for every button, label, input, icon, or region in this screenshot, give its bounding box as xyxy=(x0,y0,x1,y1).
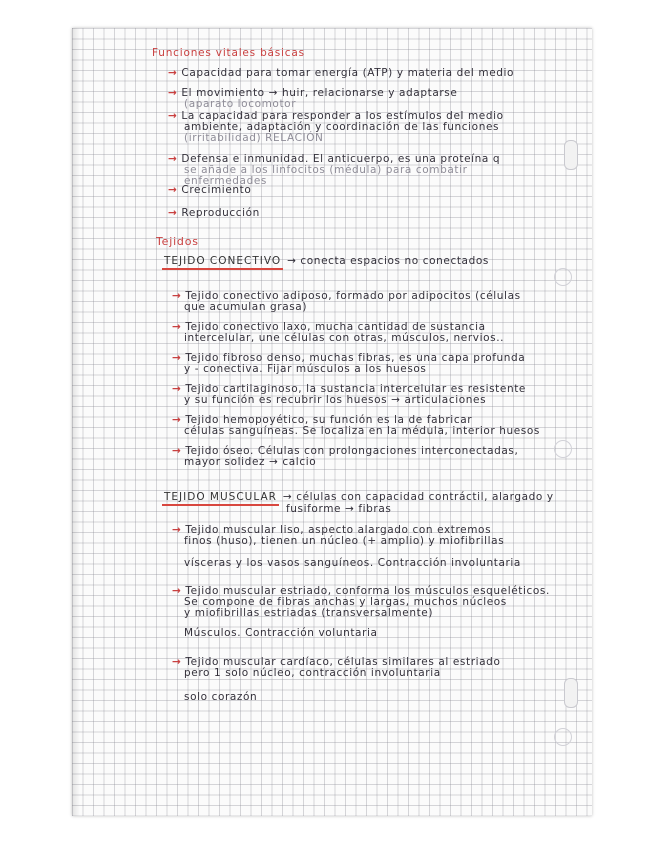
list-item-note: (aparato locomotor xyxy=(184,98,297,110)
list-item: → Reproducción xyxy=(168,207,260,219)
list-item: → Tejido conectivo laxo, mucha cantidad de sustancia xyxy=(172,321,486,333)
page-edge-shadow xyxy=(72,28,80,816)
binder-ring xyxy=(554,268,572,286)
section-label: TEJIDO MUSCULAR xyxy=(162,491,279,506)
notebook-page xyxy=(72,28,592,816)
subsection-row xyxy=(162,256,489,268)
list-item: → Crecimiento xyxy=(168,184,252,196)
page-title: Funciones vitales básicas xyxy=(152,47,305,59)
section-description-continuation: fusiforme → fibras xyxy=(286,503,392,515)
list-item: → Capacidad para tomar energía (ATP) y materia del medio xyxy=(168,67,515,79)
list-item-continuation: Se compone de fibras anchas y largas, muchos núcleos xyxy=(184,596,507,608)
list-item-continuation: solo corazón xyxy=(184,691,258,703)
list-item-continuation: y su función es recubrir los huesos → articulaciones xyxy=(184,394,487,406)
subsection-row xyxy=(162,492,554,504)
list-item-note: enfermedades xyxy=(184,175,267,187)
list-item: → Tejido conectivo adiposo, formado por adipocitos (células xyxy=(172,290,521,302)
list-item: → Tejido fibroso denso, muchas fibras, es una capa profunda xyxy=(172,352,526,364)
list-item-continuation: que acumulan grasa) xyxy=(184,301,308,313)
list-item-continuation: ambiente, adaptación y coordinación de las funciones xyxy=(184,121,500,133)
binder-ring xyxy=(554,440,572,458)
list-item-continuation: vísceras y los vasos sanguíneos. Contracción involuntaria xyxy=(184,557,521,569)
list-item: → Tejido óseo. Células con prolongaciones interconectadas, xyxy=(172,445,519,457)
list-item-note: (irritabilidad) RELACIÓN xyxy=(184,132,324,144)
list-item: → Tejido hemopoyético, su función es la de fabricar xyxy=(172,414,473,426)
section-heading: Tejidos xyxy=(156,235,199,248)
section-label: TEJIDO CONECTIVO xyxy=(162,255,283,270)
list-item-continuation: y - conectiva. Fijar músculos a los huesos xyxy=(184,363,427,375)
list-item-continuation: células sanguíneas. Se localiza en la médula, interior huesos xyxy=(184,425,540,437)
list-item-continuation: mayor solidez → calcio xyxy=(184,456,317,468)
list-item: → Tejido muscular cardíaco, células similares al estriado xyxy=(172,656,501,668)
section-description: → células con capacidad contráctil, alargado y xyxy=(282,491,554,503)
list-item-continuation: y miofibrillas estriadas (transversalmente) xyxy=(184,607,434,619)
list-item-continuation: pero 1 solo núcleo, contracción involuntaria xyxy=(184,667,441,679)
list-item: → Tejido cartilaginoso, la sustancia intercelular es resistente xyxy=(172,383,526,395)
list-item-note: se añade a los linfocitos (médula) para combatir xyxy=(184,164,468,176)
list-item: → La capacidad para responder a los estímulos del medio xyxy=(168,110,504,122)
list-item-continuation: finos (huso), tienen un núcleo (+ amplio) y miofibrillas xyxy=(184,535,505,547)
list-item: → El movimiento → huir, relacionarse y adaptarse xyxy=(168,87,458,99)
list-item: → Tejido muscular estriado, conforma los músculos esqueléticos. xyxy=(172,585,550,597)
list-item: → Tejido muscular liso, aspecto alargado con extremos xyxy=(172,524,492,536)
binder-hole xyxy=(564,678,578,708)
section-description: → conecta espacios no conectados xyxy=(287,255,489,267)
list-item-continuation: Músculos. Contracción voluntaria xyxy=(184,627,378,639)
binder-ring xyxy=(554,728,572,746)
list-item: → Defensa e inmunidad. El anticuerpo, es una proteína q xyxy=(168,153,501,165)
binder-hole xyxy=(564,140,578,170)
list-item-continuation: intercelular, une células con otras, músculos, nervios.. xyxy=(184,332,505,344)
